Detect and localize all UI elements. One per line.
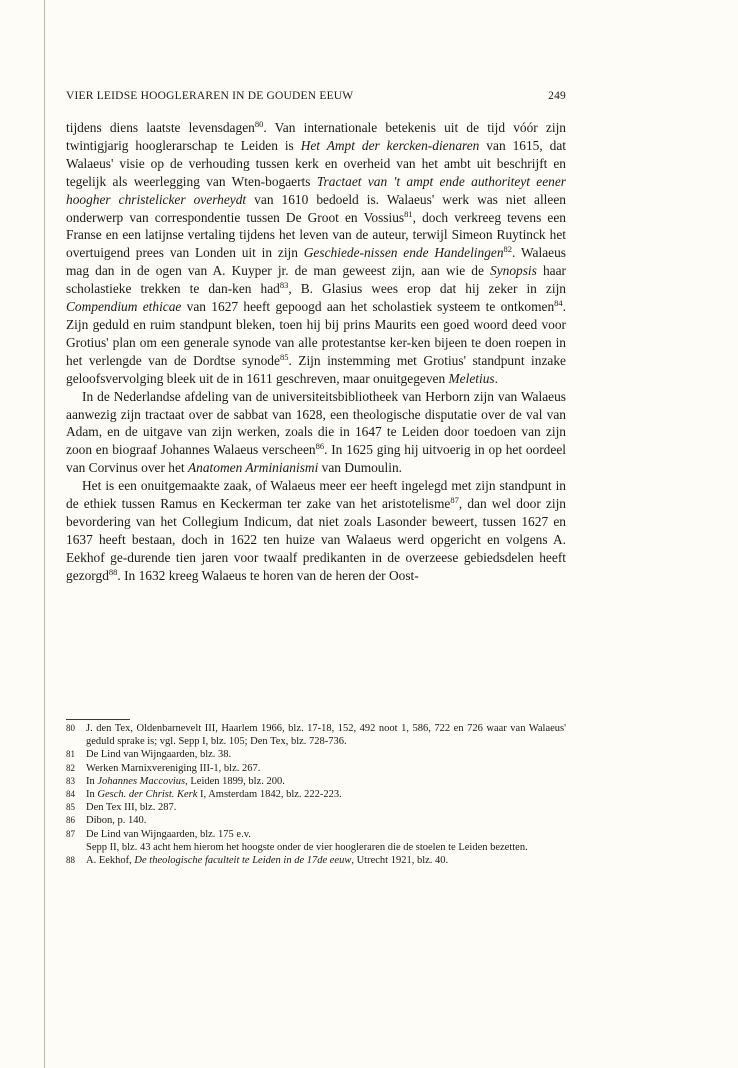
footnote (66, 854, 566, 867)
footnote-marker: 84 (554, 298, 563, 309)
italic-title: Meletius (448, 370, 495, 386)
footnote (66, 722, 566, 748)
text-run: . Zijn instemming met Grotius' standpunt inzake geloofsvervolging bleek uit de in 1611 geschreven, maar onuitgegeven (66, 352, 566, 386)
paragraph (66, 388, 566, 478)
footnote-number: 83 (66, 775, 75, 786)
text-run: , Leiden 1899, blz. 200. (185, 775, 285, 787)
text-run: Dibon, p. 140. (86, 815, 147, 827)
text-run: Het is een onuitgemaakte zaak, of Walaeus meer eer heeft ingelegd met zijn standpunt in de ethiek tussen Ramus en Keckerman ter zake van het aristotelisme (66, 478, 566, 512)
text-run: J. den Tex, Oldenbarnevelt III, Haarlem 1966, blz. 17-18, 152, 492 noot 1, 586, 722 en 726 waar van Walaeus' geduld sprake is; vgl. Sepp I, blz. 105; Den Tex, blz. 728-736. (86, 723, 566, 748)
footnote (66, 814, 566, 827)
running-title: VIER LEIDSE HOOGLERAREN IN DE GOUDEN EEUW (66, 90, 354, 102)
text-run: haar scholastieke trekken te dan-ken had (66, 263, 566, 297)
footnote-text (86, 762, 566, 775)
text-run: van 1627 heeft gepoogd aan het scholastiek systeem te ontkomen (181, 299, 555, 315)
footnote-number: 84 (66, 789, 75, 800)
footnote (66, 788, 566, 801)
text-run: van 1610 bedoeld is. Walaeus' werk was niet alleen onderwerp van correspondentie tussen De Groot en Vossius (66, 191, 566, 225)
footnote-number: 85 (66, 802, 75, 813)
text-run: Den Tex III, blz. 287. (86, 802, 177, 814)
footnote-number (66, 841, 86, 854)
text-run: , B. Glasius wees erop dat hij zeker in zijn (288, 281, 566, 297)
footnote-text (86, 828, 566, 841)
footnote (66, 828, 566, 841)
italic-title: Compendium ethicae (66, 299, 182, 315)
text-run: , doch verkreeg tevens een Franse en een latijnse vertaling tijdens het leven van de auteur, terwijl Simeon Ruytinck het overtuigend prees van Londen uit in zijn (66, 209, 566, 261)
footnote-number: 81 (66, 749, 75, 760)
footnote-marker: 85 (279, 351, 289, 362)
footnote-text (86, 748, 566, 761)
text-run: Werken Marnixvereniging III-1, blz. 267. (86, 762, 261, 774)
footnotes (66, 722, 566, 867)
italic-title: Anatomen Arminianismi (187, 460, 319, 476)
text-run: van Dumoulin. (318, 460, 402, 476)
italic-title: Gesch. der Christ. Kerk (97, 789, 198, 801)
footnote-text (86, 722, 566, 748)
text-run: , dan wel door zijn bevordering van het Collegium Indicum, dat niet zoals Lasonder beweert, tussen 1627 en 1637 heeft bestaan, doch in 1622 ten huize van Walaeus werd opgericht en volgens A. Eekhof ge-durende tien jaren voor twaalf predikanten in de overzeese gebiedsdelen heeft gezorgd (66, 496, 567, 583)
text-run: De Lind van Wijngaarden, blz. 175 e.v. (86, 828, 251, 840)
footnote (66, 801, 566, 814)
italic-title: Het Ampt der kercken-dienaren (300, 137, 480, 153)
footnote-marker: 80 (254, 119, 264, 129)
text-run: In de Nederlandse afdeling van de universiteitsbibliotheek van Herborn zijn van Walaeus aanwezig zijn tractaat over de sabbat van 1628, een theologische disputatie over de val van Adam, en de uitgave van zijn werken, zoals die in 1647 te Leiden door toedoen van zijn zoon en biograaf Johannes Walaeus verscheen (66, 388, 566, 458)
footnote-number: 86 (66, 815, 75, 826)
italic-title: Johannes Maccovius (97, 775, 186, 787)
page-edge-line (44, 0, 45, 1068)
footnote-text (86, 788, 566, 801)
text-run: . Zijn geduld en ruim standpunt bleken, toen hij bij prins Maurits een goed woord deed voor Grotius' plan om een generale synode van alle protestantse ker-ken bijeen te doen roepen in het verlengde van de Dordtse synode (66, 299, 566, 368)
italic-title: Geschiede-nissen ende Handelingen (303, 245, 504, 261)
footnote-text (86, 775, 566, 788)
text-run: De Lind van Wijngaarden, blz. 38. (86, 749, 232, 761)
footnote (66, 841, 566, 854)
footnote-marker: 88 (108, 566, 118, 577)
text-run: . In 1632 kreeg Walaeus te horen van de heren der Oost- (117, 567, 419, 583)
footnote-marker: 81 (404, 208, 413, 219)
text-run: In (86, 789, 98, 801)
main-text (66, 119, 566, 585)
footnote (66, 775, 566, 788)
footnote-text (86, 814, 566, 827)
footnote-marker: 82 (503, 244, 513, 255)
page-number: 249 (548, 90, 566, 102)
text-run: . Walaeus mag dan in de ogen van A. Kuyper jr. de man geweest zijn, aan wie de (66, 245, 566, 279)
text-run: . Van internationale betekenis uit de tijd vóór zijn twintigjarig hooglerarschap te Leiden is (66, 120, 566, 153)
footnote (66, 748, 566, 761)
footnote-number: 82 (66, 762, 75, 773)
footnote-marker: 86 (315, 441, 325, 452)
text-run: I, Amsterdam 1842, blz. 222-223. (197, 789, 342, 801)
italic-title: Synopsis (490, 263, 537, 279)
text-run: . In 1625 ging hij uitvoerig in op het oordeel van Corvinus over het (66, 442, 566, 476)
footnote-text (86, 841, 566, 854)
text-run: . (494, 370, 498, 386)
italic-title: Tractaet van 't ampt ende authoriteyt eener hoogher christelicker overheydt (66, 173, 566, 207)
paragraph (66, 119, 566, 388)
italic-title: De theologische faculteit te Leiden in de 17de eeuw (134, 855, 352, 867)
paragraph (66, 477, 566, 584)
footnote-marker: 87 (450, 495, 459, 506)
footnote-rule (66, 719, 130, 720)
footnote-text (86, 854, 566, 867)
text-run: A. Eekhof, (86, 855, 135, 867)
text-run: Sepp II, blz. 43 acht hem hierom het hoogste onder de vier hoogleraren die de stoelen te Leiden bezetten. (86, 841, 528, 853)
text-run: van 1615, dat Walaeus' visie op de verhouding tussen kerk en overheid van het ambt uit beschrijft en tegelijk als weerlegging van Wten-bogaerts (66, 137, 566, 189)
text-run: , Utrecht 1921, blz. 40. (351, 855, 449, 867)
footnote-number: 80 (66, 723, 75, 733)
text-run: tijdens diens laatste levensdagen (66, 120, 255, 135)
footnote-number: 88 (66, 855, 75, 866)
footnote-marker: 83 (279, 280, 289, 291)
footnote (66, 762, 566, 775)
text-run: In (86, 775, 98, 787)
footnote-text (86, 801, 566, 814)
footnote-number: 87 (66, 828, 75, 839)
